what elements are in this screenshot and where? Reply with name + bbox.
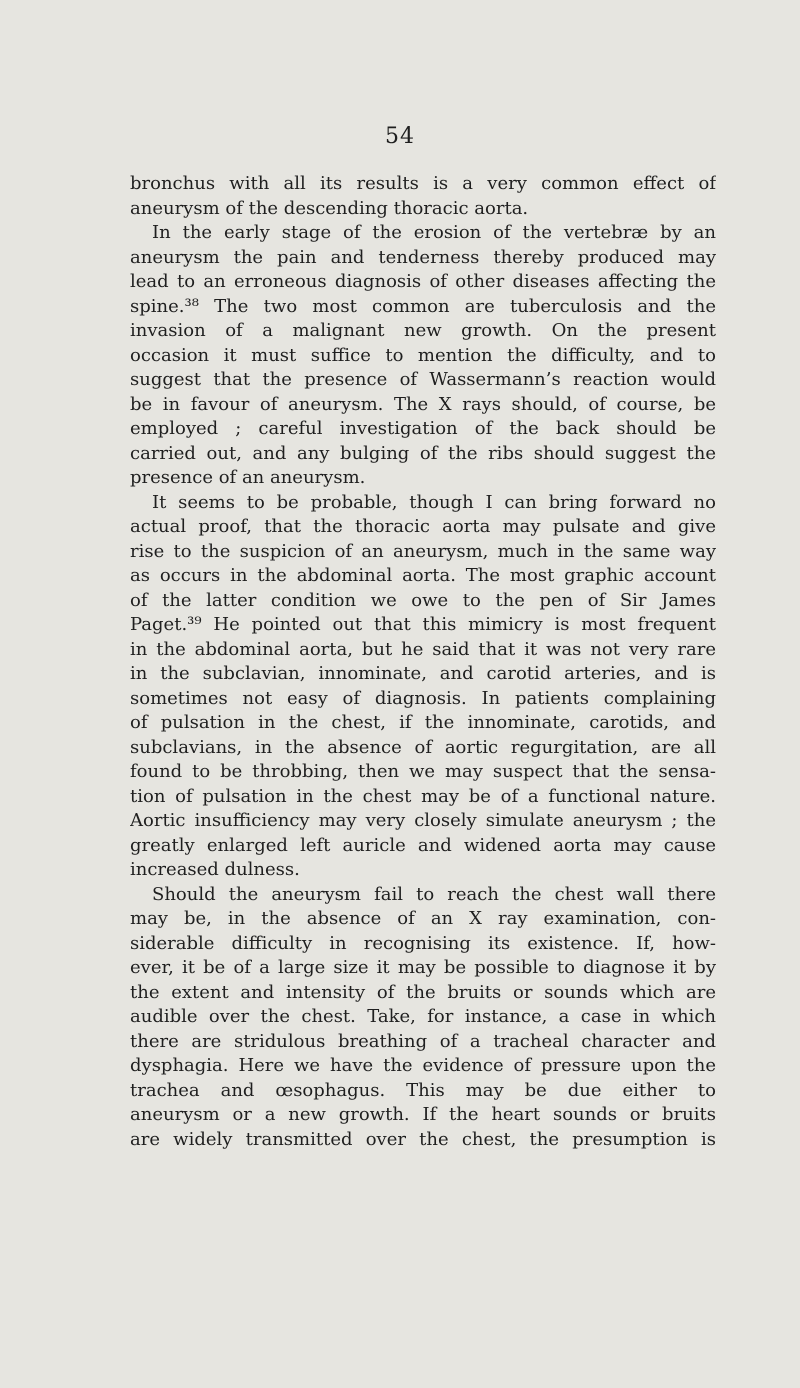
text-line: may be, in the absence of an X ray examination, con- <box>130 908 716 929</box>
text-line: employed ; careful investigation of the back should be <box>130 418 716 439</box>
text-line: of pulsation in the chest, if the innominate, carotids, and <box>130 712 716 733</box>
text-line: presence of an aneurysm. <box>130 467 366 488</box>
text-line: aneurysm of the descending thoracic aorta. <box>130 197 529 219</box>
text-line: greatly enlarged left auricle and widened aorta may cause <box>130 834 716 856</box>
text-line: lead to an erroneous diagnosis of other diseases affecting the <box>130 271 716 292</box>
text-line: siderable difficulty in recognising its existence. If, how- <box>130 932 716 954</box>
text-line: ever, it be of a large size it may be possible to diagnose it by <box>130 957 716 978</box>
text-line: occasion it must suffice to mention the difficulty, and to <box>130 344 716 366</box>
text-line: rise to the suspicion of an aneurysm, much in the same way <box>130 540 716 562</box>
text-line: Should the aneurysm fail to reach the chest wall there <box>152 883 716 905</box>
text-line: suggest that the presence of Wassermann’s reaction would <box>130 369 716 390</box>
text-line: In the early stage of the erosion of the vertebræ by an <box>152 222 716 243</box>
text-line: be in favour of aneurysm. The X rays should, of course, be <box>130 393 716 415</box>
text-line: as occurs in the abdominal aorta. The most graphic account <box>130 565 716 586</box>
text-line: there are stridulous breathing of a tracheal character and <box>130 1030 716 1052</box>
text-line: aneurysm the pain and tenderness thereby produced may <box>130 246 716 268</box>
text-line: sometimes not easy of diagnosis. In patients complaining <box>130 687 716 709</box>
text-line: the extent and intensity of the bruits or sounds which are <box>130 981 716 1003</box>
text-line: Paget.³⁹ He pointed out that this mimicry is most frequent <box>130 614 716 635</box>
text-line: subclavians, in the absence of aortic regurgitation, are all <box>130 736 716 758</box>
text-line: aneurysm or a new growth. If the heart sounds or bruits <box>130 1104 716 1125</box>
text-line: are widely transmitted over the chest, the presumption is <box>130 1128 716 1150</box>
text-line: spine.³⁸ The two most common are tuberculosis and the <box>130 295 716 317</box>
body-text <box>130 172 716 1152</box>
text-line: trachea and œsophagus. This may be due either to <box>130 1079 716 1101</box>
text-line: found to be throbbing, then we may suspect that the sensa- <box>130 761 716 782</box>
text-line: bronchus with all its results is a very common effect of <box>130 173 716 194</box>
text-line: Aortic insufficiency may very closely simulate aneurysm ; the <box>130 810 716 831</box>
text-line: actual proof, that the thoracic aorta may pulsate and give <box>130 516 716 537</box>
text-line: of the latter condition we owe to the pen of Sir James <box>130 589 716 611</box>
text-line: increased dulness. <box>130 859 300 880</box>
text-line: in the abdominal aorta, but he said that it was not very rare <box>130 638 716 660</box>
text-line: carried out, and any bulging of the ribs should suggest the <box>130 442 716 464</box>
text-line: dysphagia. Here we have the evidence of pressure upon the <box>130 1055 716 1076</box>
page-number: 54 <box>385 124 415 149</box>
text-line: audible over the chest. Take, for instance, a case in which <box>130 1006 716 1027</box>
text-line: It seems to be probable, though I can bring forward no <box>152 491 716 513</box>
text-line: tion of pulsation in the chest may be of a functional nature. <box>130 785 716 807</box>
text-line: invasion of a malignant new growth. On the present <box>130 320 716 341</box>
text-line: in the subclavian, innominate, and carotid arteries, and is <box>130 663 716 684</box>
